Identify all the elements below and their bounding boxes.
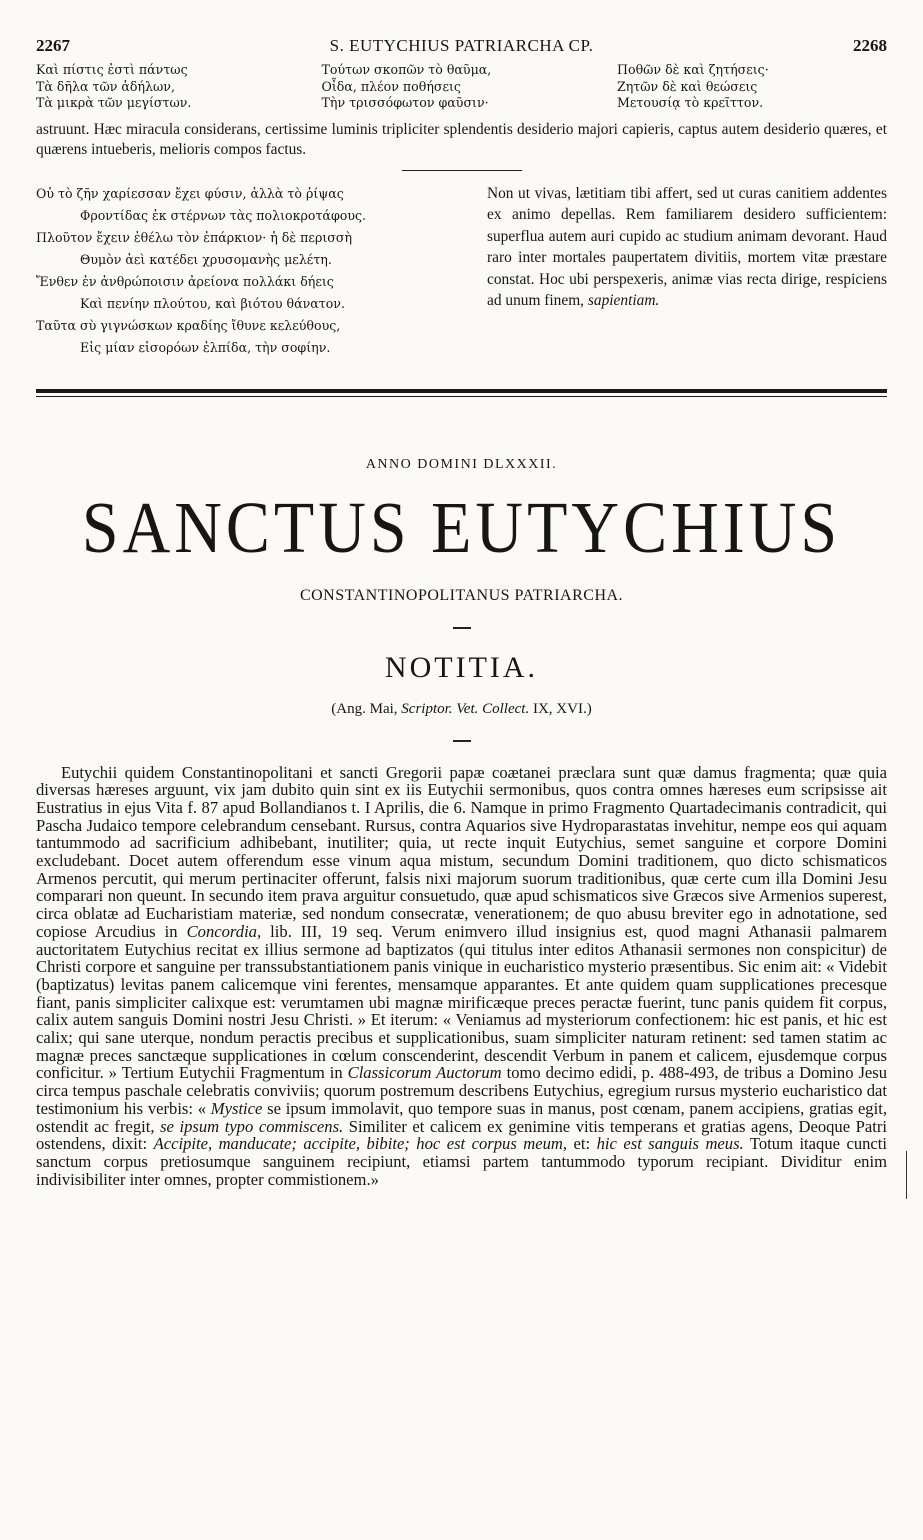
verse-column-3 xyxy=(617,62,887,112)
text-run: tomo decimo edidi, p. 488-493, de tribus a Domino Jesu circa tempus paschale celebratis conviviis; quorum postremum describens Eutychius, egregium rursus mysterio eucharistico dat testimonium his verbis: « xyxy=(36,1063,888,1118)
text-run: Totum itaque cuncti sanctum corpus pretiosumque sanguinem recipiunt, etiamsi partem tantummodo typorum recipiant. Dividitur enim indivisibiliter inter omnes, propter commistionem.» xyxy=(36,1134,888,1189)
verse-column-1 xyxy=(36,62,316,112)
latin-translation xyxy=(487,183,887,359)
running-head xyxy=(36,28,887,58)
dash-divider xyxy=(453,627,471,629)
greek-poem xyxy=(36,183,456,359)
text-run: se ipsum immolavit, quo tempore suas in manus, post cœnam, panem accipiens, gratias egit, ostendit ac fregit, xyxy=(36,1098,887,1136)
text-italic: Mystice xyxy=(210,1098,263,1118)
text-italic: hic est sanguis meus. xyxy=(596,1134,744,1154)
verse-column-2 xyxy=(322,62,612,112)
text-run: lib. III, 19 seq. Verum enimvero illud insignius est, quod magni Athanasii palmarem auctoritatem Eutychius recitat ex illius sermone ad baptizatos (qui titulus inter editos Athanasii sermones non conspicitur) de Christi corpore et sanguine per transsubstantiationem panis vinique in eucharistico mysterio præsentibus. Sic enim ait: « Videbit (baptizatus) levitas panem calicemque vini ferentes, mensamque apparantes. Et ante quidem quam supplicationes precesque fiant, panis simpliciter calixque est: verumtamen ubi magnæ mirificæque preces peractæ fuerint, tunc panis quidem fit corpus, calix autem sanguis Domini nostri Jesu Christi. » Et iterum: « Veniamus ad mysteriorum confectionem: hic est panis, et hic est calix; qui sane uterque, nondum peractis precibus et supplicationibus, suam simpliciter naturam retinent: sed tamen statim ac magnæ preces sanctæque supplicationes in cœlum conscenderint, descendit Verbum in panem et calicem, ejusdemque corpus conficitur. » Tertium Eutychii Fragmentum in xyxy=(36,921,887,1083)
top-greek-verse xyxy=(36,62,887,112)
translation-italic: sapientiam. xyxy=(587,292,660,309)
text-italic: Concordia, xyxy=(186,921,262,941)
text-italic: se ipsum typo commiscens. xyxy=(160,1116,344,1136)
year-heading: ANNO DOMINI DLXXXII. xyxy=(365,456,558,472)
text-run: et: xyxy=(573,1134,591,1154)
verse-line: Τούτων σκοπῶν τὸ θαῦμα, xyxy=(321,62,492,77)
translation-text: Non ut vivas, lætitiam tibi affert, sed ut curas canitiem addentes ex animo depellas. Rem familiarem desidero sufficientem: superflua autem auri cupido ac studium animam devorant. Haud raro inter mortales paupertatem divitiis, mortem vitæ præstare constat. Hoc ubi perspexeris, animæ vias recta dirige, respiciens ad unum finem, xyxy=(487,184,887,309)
page xyxy=(36,28,887,1188)
running-title: S. EUTYCHIUS PATRIARCHA CP. xyxy=(329,36,594,55)
verse-line: Καὶ πίστις ἐστὶ πάντως xyxy=(36,62,188,77)
text-run: Similiter et calicem ex genimine vitis temperans et gratias agens, Deoque Patri ostendens, dixit: xyxy=(36,1116,887,1154)
page-subtitle: CONSTANTINOPOLITANUS PATRIARCHA. xyxy=(299,586,624,604)
poem-line: Οὐ τὸ ζῆν χαρίεσσαν ἔχει φύσιν, ἀλλὰ τὸ ῥίψας xyxy=(36,185,344,201)
body-paragraph xyxy=(36,764,887,1189)
verse-line: Τὴν τρισσόφωτον φαῦσιν· xyxy=(321,95,489,110)
poem-line: Καὶ πενίην πλούτου, καὶ βιότου θάνατον. xyxy=(80,295,345,311)
text-run: Eutychii quidem Constantinopolitani et sancti Gregorii papæ coætanei præclara sunt quæ damus fragmenta; quæ quia diversas hæreses arguunt, vix jam dubito quin sint ex iis Eutychii sermonibus, quos contra omnes hæreses eum scripsisse ait Eustratius in ejus Vita f. 87 apud Bollandianos t. I Aprilis, die 6. Namque in primo Fragmento Quartadecimanis contradicit, qui Pascha Judaico tempore celebrandum censebant. Rursus, contra Aquarios sive Hydroparastatas invehitur, nempe eos qui aquam tantummodo ad sacrificium adhibebant, inutiliter; quia, ut recte inquit Eutychius, semet sanguine et corpore Domini excludebant. Docet autem offerendum esse vinum aqua mistum, secundum Domini traditionem, quo dicto schismaticos Armenos percutit, qui merum pertinaciter offerunt, falsis nixi majorum suorum traditionibus, quæ certe cum illa Domini Jesu comparari non queunt. In secundo item prava arguitur consuetudo, quæ apud schismaticos sive Græcos sive Armenios superest, circa oblatæ ad Eucharistiam materiæ, sed nondum consecratæ, venerationem; de quo abusu breviter ego in adnotatione, sed copiose Arcudius in xyxy=(36,762,887,941)
verse-line: Ζητῶν δὲ καὶ θεώσεις xyxy=(617,78,758,94)
body-text xyxy=(36,764,887,1189)
page-number-right: 2268 xyxy=(853,36,887,55)
verse-line: Τὰ δῆλα τῶν ἀδήλων, xyxy=(36,78,175,94)
poem-line: Θυμὸν ἀεὶ κατέδει χρυσομανὴς μελέτη. xyxy=(80,251,332,267)
citation-italic: Scriptor. Vet. Collect. xyxy=(401,700,530,717)
poem-line: Ταῦτα σὺ γιγνώσκων κραδίης ἴθυνε κελεύθους, xyxy=(36,317,341,333)
text-italic: Classicorum Auctorum xyxy=(347,1063,502,1083)
divider-thick xyxy=(36,389,887,393)
verse-line: Τὰ μικρὰ τῶν μεγίστων. xyxy=(36,95,192,110)
dash-divider xyxy=(453,740,471,742)
page-title: SANCTUS EUTYCHIUS xyxy=(81,487,842,569)
poem-line: Πλοῦτον ἔχειν ἐθέλω τὸν ἐπάρκιον· ἡ δὲ περισσὴ xyxy=(36,229,353,245)
citation-prefix: (Ang. Mai, xyxy=(331,700,398,717)
verse-line: Μετουσίᾳ τὸ κρεῖττον. xyxy=(617,95,764,110)
text-italic: Accipite, manducate; accipite, bibite; hoc est corpus meum, xyxy=(153,1134,568,1154)
verse-line: Οἶδα, πλέον ποθήσεις xyxy=(321,78,461,94)
poem-line: Φροντίδας ἐκ στέρνων τὰς πολιοκροτάφους. xyxy=(80,207,367,223)
source-citation xyxy=(36,701,887,718)
citation-suffix: IX, XVI.) xyxy=(532,700,592,717)
latin-continuation: astruunt. Hæc miracula considerans, certissime luminis tripliciter splendentis desiderio majori capieris, captus autem desiderio quæres, et quærens intueberis, melioris compos factus. xyxy=(36,120,887,158)
page-number-left: 2267 xyxy=(36,36,70,55)
parallel-poem xyxy=(36,183,887,359)
section-heading: NOTITIA. xyxy=(384,650,539,684)
section-divider xyxy=(36,389,887,397)
verse-line: Ποθῶν δὲ καὶ ζητήσεις· xyxy=(617,62,769,77)
poem-line: Εἰς μίαν εἰσορόων ἐλπίδα, τὴν σοφίην. xyxy=(80,339,331,355)
short-divider xyxy=(402,170,522,171)
divider-thin xyxy=(36,396,887,397)
poem-line: Ἔνθεν ἐν ἀνθρώποισιν ἀρείονα πολλάκι δήεις xyxy=(36,273,334,289)
margin-mark xyxy=(906,1151,907,1199)
